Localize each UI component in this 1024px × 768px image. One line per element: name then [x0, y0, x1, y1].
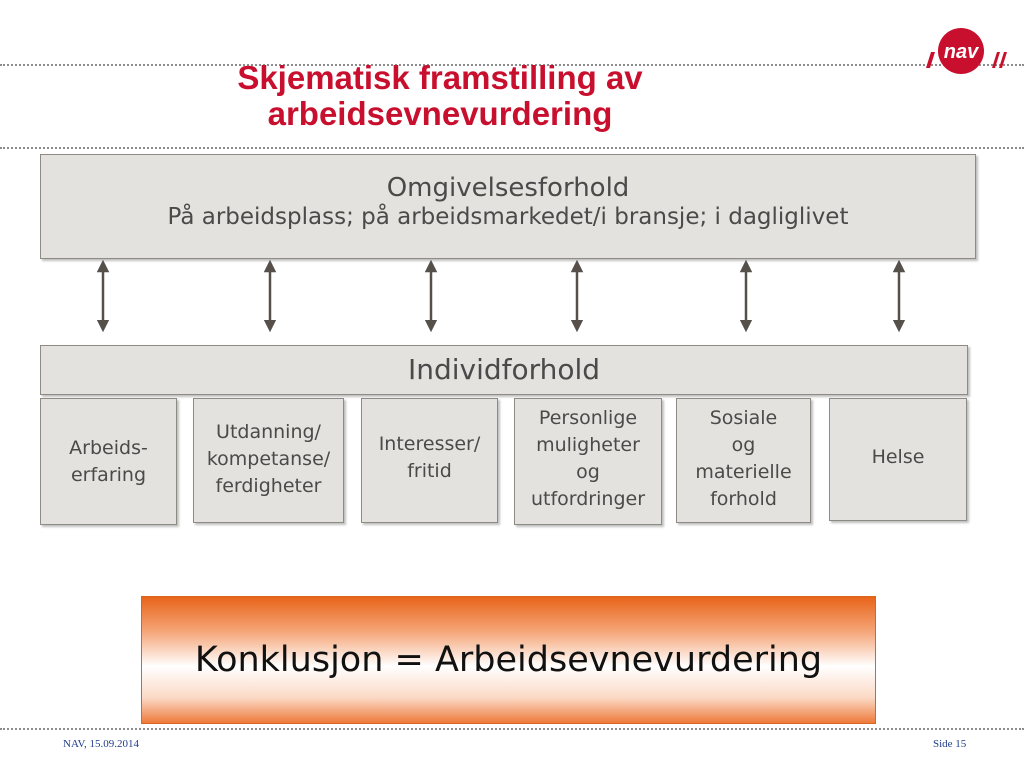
individual-title: Individforhold	[407, 353, 601, 386]
conclusion-box	[141, 596, 876, 724]
environment-subtitle: På arbeidsplass; på arbeidsmarkedet/i bransje; i dagliglivet	[167, 204, 849, 230]
factor-line: Helse	[871, 446, 925, 468]
factor-line: forhold	[710, 488, 777, 510]
factor-line: Arbeids-	[69, 436, 148, 459]
footer-page-number: Side 15	[933, 738, 967, 750]
factor-line: utfordringer	[530, 488, 646, 510]
factor-line: materielle	[695, 461, 792, 483]
factor-line: muligheter	[536, 434, 640, 456]
title-line-2: arbeidsevnevurdering	[267, 95, 613, 132]
factor-line: kompetanse/	[206, 448, 331, 470]
factor-personal	[514, 398, 662, 525]
factor-health	[829, 398, 967, 521]
nav-logo-text: nav	[943, 41, 979, 63]
factor-line: og	[576, 461, 600, 483]
factor-line: Interesser/	[378, 433, 481, 455]
conclusion-text: Konklusjon = Arbeidsevnevurdering	[194, 640, 823, 680]
factor-line: erfaring	[70, 463, 147, 486]
factor-education	[193, 398, 344, 523]
factor-line: fritid	[407, 460, 452, 482]
factor-line: og	[731, 434, 756, 456]
factor-line: Personlige	[538, 407, 638, 429]
factor-line: ferdigheter	[215, 475, 322, 497]
factor-social	[676, 398, 811, 523]
factor-line: Utdanning/	[216, 421, 321, 443]
footer-date: NAV, 15.09.2014	[63, 738, 139, 750]
factor-interests	[361, 398, 498, 523]
factor-line: Sosiale	[709, 407, 778, 429]
environment-title: Omgivelsesforhold	[386, 173, 630, 203]
title-line-1: Skjematisk framstilling av	[237, 59, 643, 96]
factor-work-experience	[40, 398, 177, 525]
individual-box	[40, 345, 968, 395]
